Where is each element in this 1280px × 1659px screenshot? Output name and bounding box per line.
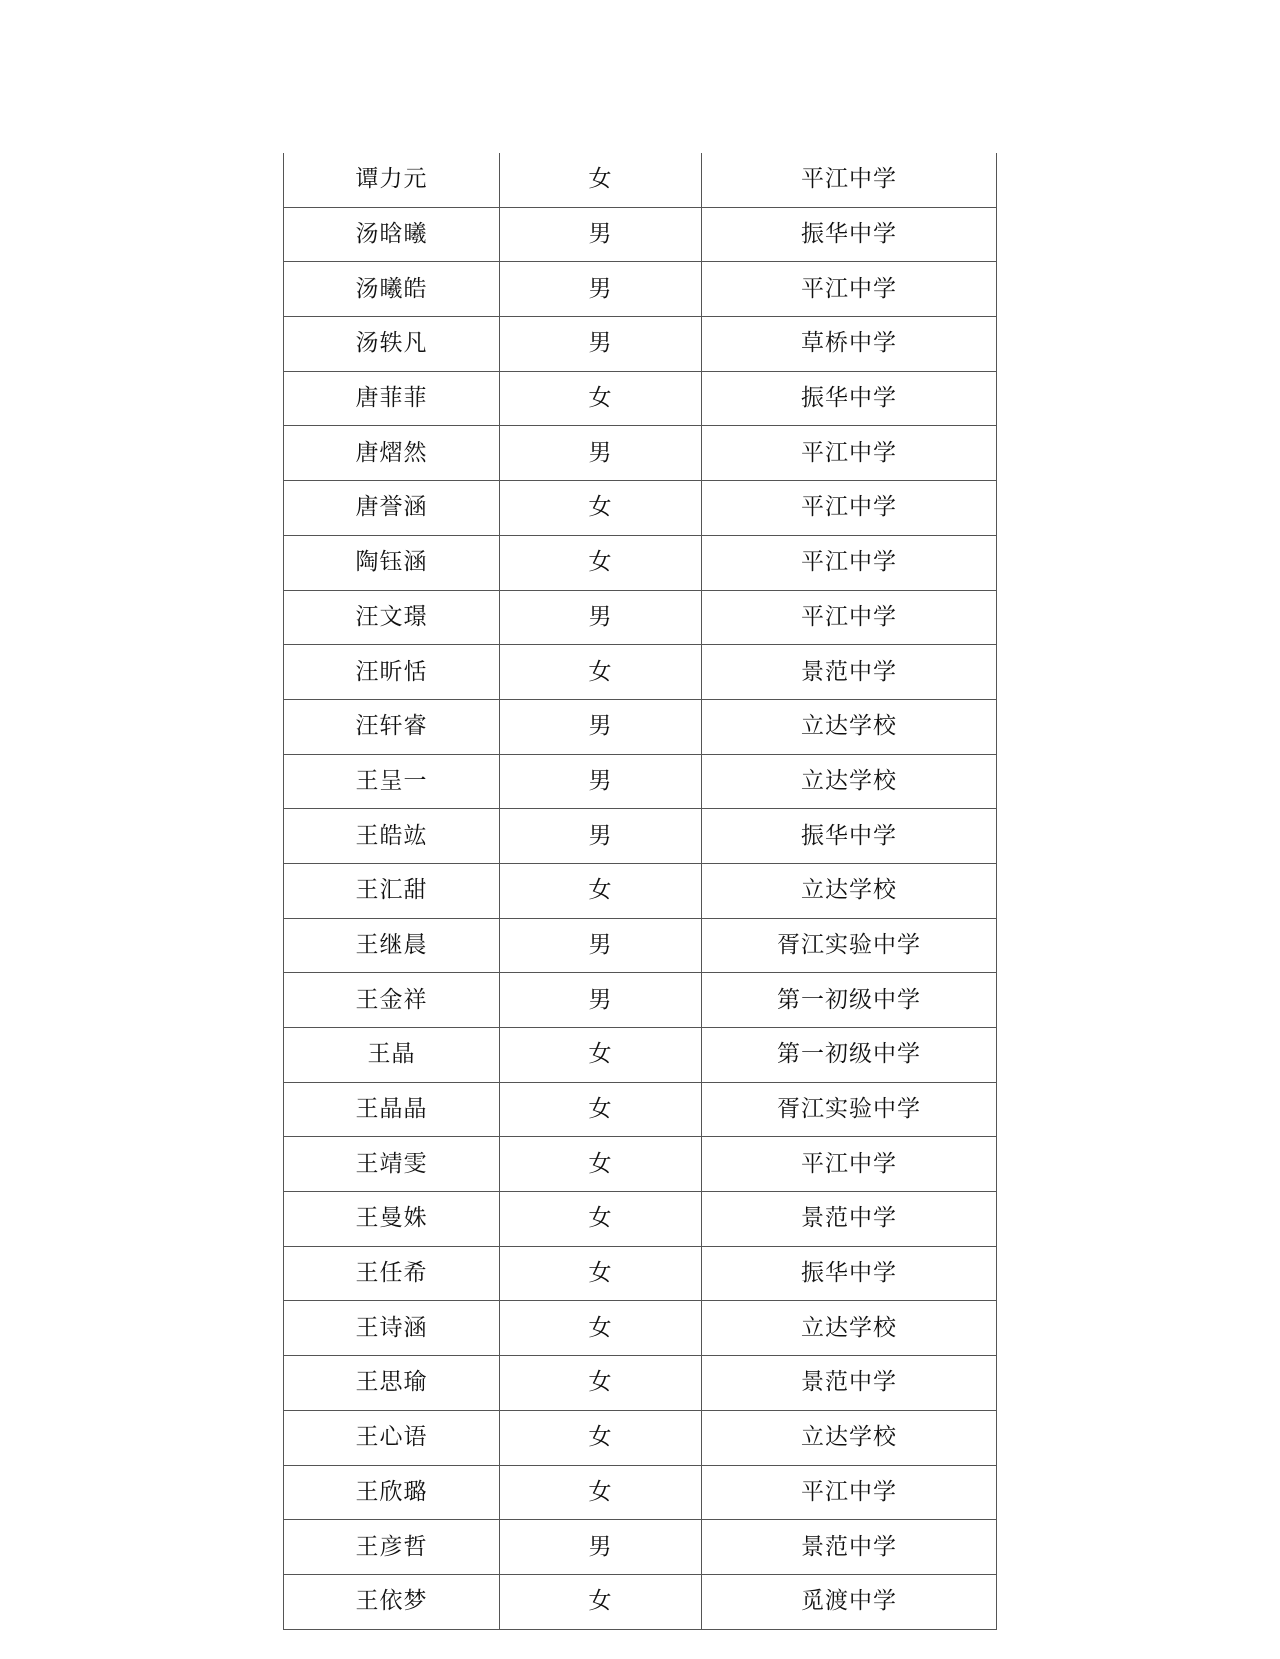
- school-cell: 立达学校: [702, 1301, 997, 1356]
- school-cell: 振华中学: [702, 371, 997, 426]
- table-row: [284, 645, 997, 700]
- school-cell: 景范中学: [702, 1520, 997, 1575]
- student-name-cell: 王晶晶: [284, 1082, 500, 1137]
- table-row: [284, 426, 997, 481]
- student-name-cell: 王皓竑: [284, 809, 500, 864]
- table-row: [284, 1246, 997, 1301]
- school-cell: 平江中学: [702, 262, 997, 317]
- student-roster-table: [283, 153, 997, 1630]
- gender-cell: 男: [500, 207, 702, 262]
- gender-cell: 男: [500, 590, 702, 645]
- school-cell: 平江中学: [702, 481, 997, 536]
- table-row: [284, 754, 997, 809]
- table-row: [284, 1082, 997, 1137]
- gender-cell: 女: [500, 535, 702, 590]
- school-cell: 景范中学: [702, 1192, 997, 1247]
- school-cell: 第一初级中学: [702, 1028, 997, 1083]
- student-name-cell: 汤轶凡: [284, 317, 500, 372]
- school-cell: 平江中学: [702, 590, 997, 645]
- gender-cell: 女: [500, 153, 702, 207]
- student-name-cell: 汤晗曦: [284, 207, 500, 262]
- table-row: [284, 590, 997, 645]
- table-row: [284, 481, 997, 536]
- student-name-cell: 汪昕恬: [284, 645, 500, 700]
- student-name-cell: 王曼姝: [284, 1192, 500, 1247]
- gender-cell: 男: [500, 262, 702, 317]
- school-cell: 胥江实验中学: [702, 918, 997, 973]
- table-row: [284, 1520, 997, 1575]
- gender-cell: 女: [500, 1028, 702, 1083]
- school-cell: 景范中学: [702, 645, 997, 700]
- school-cell: 平江中学: [702, 1137, 997, 1192]
- school-cell: 平江中学: [702, 1465, 997, 1520]
- student-name-cell: 王诗涵: [284, 1301, 500, 1356]
- table-row: [284, 153, 997, 207]
- gender-cell: 女: [500, 1246, 702, 1301]
- gender-cell: 男: [500, 1520, 702, 1575]
- table-row: [284, 918, 997, 973]
- student-name-cell: 唐熠然: [284, 426, 500, 481]
- gender-cell: 男: [500, 317, 702, 372]
- gender-cell: 男: [500, 809, 702, 864]
- school-cell: 立达学校: [702, 863, 997, 918]
- gender-cell: 男: [500, 918, 702, 973]
- school-cell: 振华中学: [702, 207, 997, 262]
- school-cell: 景范中学: [702, 1356, 997, 1411]
- table-row: [284, 262, 997, 317]
- table-row: [284, 535, 997, 590]
- school-cell: 立达学校: [702, 699, 997, 754]
- student-name-cell: 王任希: [284, 1246, 500, 1301]
- student-name-cell: 汪文璟: [284, 590, 500, 645]
- table-row: [284, 317, 997, 372]
- student-name-cell: 汤曦皓: [284, 262, 500, 317]
- table-row: [284, 371, 997, 426]
- school-cell: 草桥中学: [702, 317, 997, 372]
- gender-cell: 男: [500, 973, 702, 1028]
- gender-cell: 女: [500, 1574, 702, 1629]
- gender-cell: 男: [500, 754, 702, 809]
- gender-cell: 男: [500, 426, 702, 481]
- student-name-cell: 王金祥: [284, 973, 500, 1028]
- table-row: [284, 1410, 997, 1465]
- student-name-cell: 唐誉涵: [284, 481, 500, 536]
- table-row: [284, 973, 997, 1028]
- student-name-cell: 唐菲菲: [284, 371, 500, 426]
- student-name-cell: 王呈一: [284, 754, 500, 809]
- table-row: [284, 1301, 997, 1356]
- student-name-cell: 王欣璐: [284, 1465, 500, 1520]
- gender-cell: 男: [500, 699, 702, 754]
- gender-cell: 女: [500, 1465, 702, 1520]
- table-row: [284, 1574, 997, 1629]
- table-row: [284, 699, 997, 754]
- table-row: [284, 1465, 997, 1520]
- gender-cell: 女: [500, 1410, 702, 1465]
- gender-cell: 女: [500, 1082, 702, 1137]
- school-cell: 平江中学: [702, 153, 997, 207]
- student-name-cell: 王汇甜: [284, 863, 500, 918]
- student-name-cell: 王心语: [284, 1410, 500, 1465]
- gender-cell: 女: [500, 371, 702, 426]
- student-name-cell: 谭力元: [284, 153, 500, 207]
- table-row: [284, 207, 997, 262]
- school-cell: 觅渡中学: [702, 1574, 997, 1629]
- student-name-cell: 王思瑜: [284, 1356, 500, 1411]
- table-row: [284, 1137, 997, 1192]
- school-cell: 胥江实验中学: [702, 1082, 997, 1137]
- school-cell: 振华中学: [702, 1246, 997, 1301]
- table-row: [284, 1192, 997, 1247]
- gender-cell: 女: [500, 645, 702, 700]
- school-cell: 平江中学: [702, 426, 997, 481]
- student-name-cell: 陶钰涵: [284, 535, 500, 590]
- table-row: [284, 1356, 997, 1411]
- school-cell: 立达学校: [702, 754, 997, 809]
- gender-cell: 女: [500, 863, 702, 918]
- school-cell: 振华中学: [702, 809, 997, 864]
- student-name-cell: 王依梦: [284, 1574, 500, 1629]
- table-row: [284, 1028, 997, 1083]
- gender-cell: 女: [500, 481, 702, 536]
- table-row: [284, 863, 997, 918]
- student-name-cell: 王彦哲: [284, 1520, 500, 1575]
- gender-cell: 女: [500, 1301, 702, 1356]
- gender-cell: 女: [500, 1192, 702, 1247]
- school-cell: 立达学校: [702, 1410, 997, 1465]
- student-name-cell: 王继晨: [284, 918, 500, 973]
- gender-cell: 女: [500, 1137, 702, 1192]
- gender-cell: 女: [500, 1356, 702, 1411]
- table-row: [284, 809, 997, 864]
- school-cell: 第一初级中学: [702, 973, 997, 1028]
- school-cell: 平江中学: [702, 535, 997, 590]
- student-name-cell: 王靖雯: [284, 1137, 500, 1192]
- student-name-cell: 汪轩睿: [284, 699, 500, 754]
- student-name-cell: 王晶: [284, 1028, 500, 1083]
